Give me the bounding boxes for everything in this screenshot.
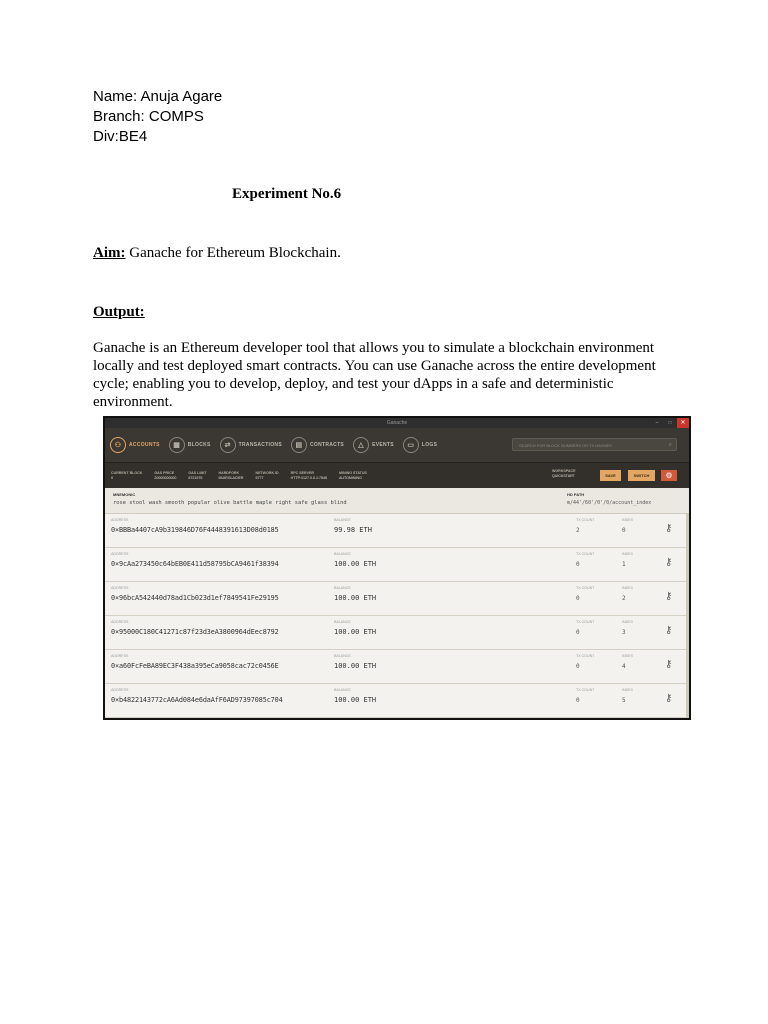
tab-accounts[interactable]: [110, 437, 160, 453]
tab-label: BLOCKS: [187, 442, 211, 448]
address-label: ADDRESS: [111, 654, 129, 658]
index-label: INDEX: [622, 654, 633, 658]
events-icon: △: [353, 437, 369, 453]
account-tx-count: 0: [576, 697, 580, 704]
address-label: ADDRESS: [111, 586, 129, 590]
info-label: HARDFORK: [218, 470, 240, 475]
info-value: HTTP://127.0.0.1:7545: [290, 475, 328, 480]
account-row[interactable]: [105, 684, 689, 718]
account-tx-count: 0: [576, 595, 580, 602]
info-rpc-server: [291, 471, 327, 481]
balance-label: BALANCE: [334, 654, 351, 658]
account-address: 0×a60FcFeBA89EC3F438a395eCa9058cac72c0456E: [111, 662, 279, 670]
maximize-icon[interactable]: □: [668, 420, 672, 426]
index-label: INDEX: [622, 688, 633, 692]
tx-count-label: TX COUNT: [576, 620, 595, 624]
transactions-icon: ⇄: [220, 437, 236, 453]
account-tx-count: 0: [576, 561, 580, 568]
index-label: INDEX: [622, 620, 633, 624]
workspace-value: QUICKSTART: [552, 474, 575, 478]
search-input[interactable]: [512, 438, 677, 451]
info-network-id: [255, 471, 278, 481]
info-label: RPC SERVER: [290, 470, 314, 475]
tab-events[interactable]: [353, 437, 394, 453]
save-button[interactable]: SAVE: [600, 470, 621, 481]
address-label: ADDRESS: [111, 518, 129, 522]
student-info: [93, 87, 222, 147]
tab-label: LOGS: [421, 442, 438, 448]
gear-icon[interactable]: ⚙: [661, 470, 677, 481]
account-index: 0: [622, 527, 626, 534]
hd-path-value: m/44'/60'/0'/0/account_index: [567, 500, 652, 506]
balance-label: BALANCE: [334, 620, 351, 624]
accounts-list: [105, 514, 689, 718]
student-branch: Branch: COMPS: [93, 108, 204, 125]
info-gas-price: [154, 471, 176, 481]
account-row[interactable]: [105, 548, 689, 582]
minimize-icon[interactable]: –: [655, 420, 659, 426]
account-address: 0×9cAa273450c64bEB0E411d58795bCA9461f38394: [111, 560, 279, 568]
info-value: 6721975: [188, 475, 203, 480]
account-address: 0×b4822143772cA6Ad084e6daAfF6AD97397085c704: [111, 696, 283, 704]
info-label: CURRENT BLOCK: [111, 470, 143, 475]
info-value: MUIRGLACIER: [218, 475, 244, 480]
account-index: 4: [622, 663, 626, 670]
logs-icon: ▭: [403, 437, 419, 453]
tab-label: TRANSACTIONS: [238, 442, 282, 448]
index-label: INDEX: [622, 586, 633, 590]
close-icon[interactable]: ✕: [677, 418, 689, 428]
tx-count-label: TX COUNT: [576, 518, 595, 522]
info-label: GAS LIMIT: [188, 470, 207, 475]
index-label: INDEX: [622, 552, 633, 556]
aim-line: [93, 245, 341, 262]
balance-label: BALANCE: [334, 552, 351, 556]
tx-count-label: TX COUNT: [576, 586, 595, 590]
info-current-block: [111, 471, 142, 481]
info-mining-status: [339, 471, 367, 481]
account-row[interactable]: [105, 514, 689, 548]
balance-label: BALANCE: [334, 586, 351, 590]
key-icon[interactable]: ⚷: [665, 523, 673, 534]
workspace-label: WORKSPACE: [552, 469, 576, 473]
balance-label: BALANCE: [334, 518, 351, 522]
student-name: Name: Anuja Agare: [93, 88, 223, 105]
account-row[interactable]: [105, 616, 689, 650]
workspace-info: [552, 469, 576, 479]
search-icon: ⌕: [668, 442, 672, 448]
account-row[interactable]: [105, 650, 689, 684]
info-value: 5777: [255, 475, 264, 480]
balance-label: BALANCE: [334, 688, 351, 692]
tab-logs[interactable]: [403, 437, 437, 453]
info-label: MINING STATUS: [339, 470, 367, 475]
aim-text: Ganache for Ethereum Blockchain.: [125, 245, 341, 261]
key-icon[interactable]: ⚷: [665, 659, 673, 670]
contracts-icon: ▤: [291, 437, 307, 453]
info-hardfork: [219, 471, 244, 481]
info-gas-limit: [188, 471, 206, 481]
account-balance: 100.00 ETH: [334, 560, 377, 568]
tab-label: CONTRACTS: [309, 442, 345, 448]
account-index: 5: [622, 697, 626, 704]
account-address: 0×BBBa4407cA9b319846D76F4448391613D08d0185: [111, 526, 279, 534]
key-icon[interactable]: ⚷: [665, 625, 673, 636]
account-tx-count: 2: [576, 527, 580, 534]
tab-blocks[interactable]: [169, 437, 211, 453]
account-balance: 100.00 ETH: [334, 594, 377, 602]
account-tx-count: 0: [576, 663, 580, 670]
description-paragraph: Ganache is an Ethereum developer tool that allows you to simulate a blockchain environment locally and test deployed smart contracts. You can use Ganache across the entire development cycle; enabling you to develop, deploy, and test your dApps in a safe and deterministic environment.: [93, 340, 656, 410]
info-label: NETWORK ID: [255, 470, 279, 475]
account-balance: 100.00 ETH: [334, 662, 377, 670]
hd-path-label: HD PATH: [567, 492, 585, 497]
key-icon[interactable]: ⚷: [665, 557, 673, 568]
ganache-infobar: [105, 462, 689, 488]
address-label: ADDRESS: [111, 620, 129, 624]
info-value: 0: [111, 475, 113, 480]
switch-button[interactable]: SWITCH: [628, 470, 655, 481]
info-label: GAS PRICE: [154, 470, 175, 475]
account-balance: 100.00 ETH: [334, 696, 377, 704]
aim-label: Aim:: [93, 245, 126, 261]
ganache-screenshot: [103, 416, 691, 720]
output-heading: Output:: [93, 304, 145, 320]
accounts-icon: ⚇: [110, 437, 126, 453]
tab-contracts[interactable]: [291, 437, 344, 453]
account-index: 1: [622, 561, 626, 568]
info-value: 20000000000: [154, 475, 177, 480]
student-division: Div:BE4: [93, 128, 148, 145]
account-balance: 100.00 ETH: [334, 628, 377, 636]
blocks-icon: ▦: [169, 437, 185, 453]
address-label: ADDRESS: [111, 688, 129, 692]
tab-transactions[interactable]: [220, 437, 282, 453]
account-address: 0×95000C180C41271c87f23d3eA3800964dEec8792: [111, 628, 279, 636]
account-address: 0×96bcA542440d78ad1Cb023d1ef7849541Fe29195: [111, 594, 279, 602]
mnemonic-label: MNEMONIC: [113, 492, 136, 497]
account-balance: 99.98 ETH: [334, 526, 372, 534]
tx-count-label: TX COUNT: [576, 552, 595, 556]
tab-label: ACCOUNTS: [129, 442, 160, 448]
account-index: 3: [622, 629, 626, 636]
mnemonic-value: rose stool wash smooth popular olive battle maple right safe glass blind: [113, 500, 347, 506]
window-titlebar: [105, 418, 689, 428]
key-icon[interactable]: ⚷: [665, 693, 673, 704]
mnemonic-bar: [105, 488, 689, 514]
tx-count-label: TX COUNT: [576, 654, 595, 658]
experiment-title: Experiment No.6: [232, 186, 342, 202]
info-value: AUTOMINING: [339, 475, 362, 480]
tab-label: EVENTS: [372, 442, 394, 448]
scrollbar[interactable]: [686, 513, 689, 718]
address-label: ADDRESS: [111, 552, 129, 556]
index-label: INDEX: [622, 518, 633, 522]
account-tx-count: 0: [576, 629, 580, 636]
tx-count-label: TX COUNT: [576, 688, 595, 692]
key-icon[interactable]: ⚷: [665, 591, 673, 602]
account-index: 2: [622, 595, 626, 602]
search-placeholder: SEARCH FOR BLOCK NUMBERS OR TX HASHES: [519, 443, 612, 448]
window-title: Ganache: [386, 420, 408, 426]
ganache-nav: [105, 428, 689, 462]
account-row[interactable]: [105, 582, 689, 616]
